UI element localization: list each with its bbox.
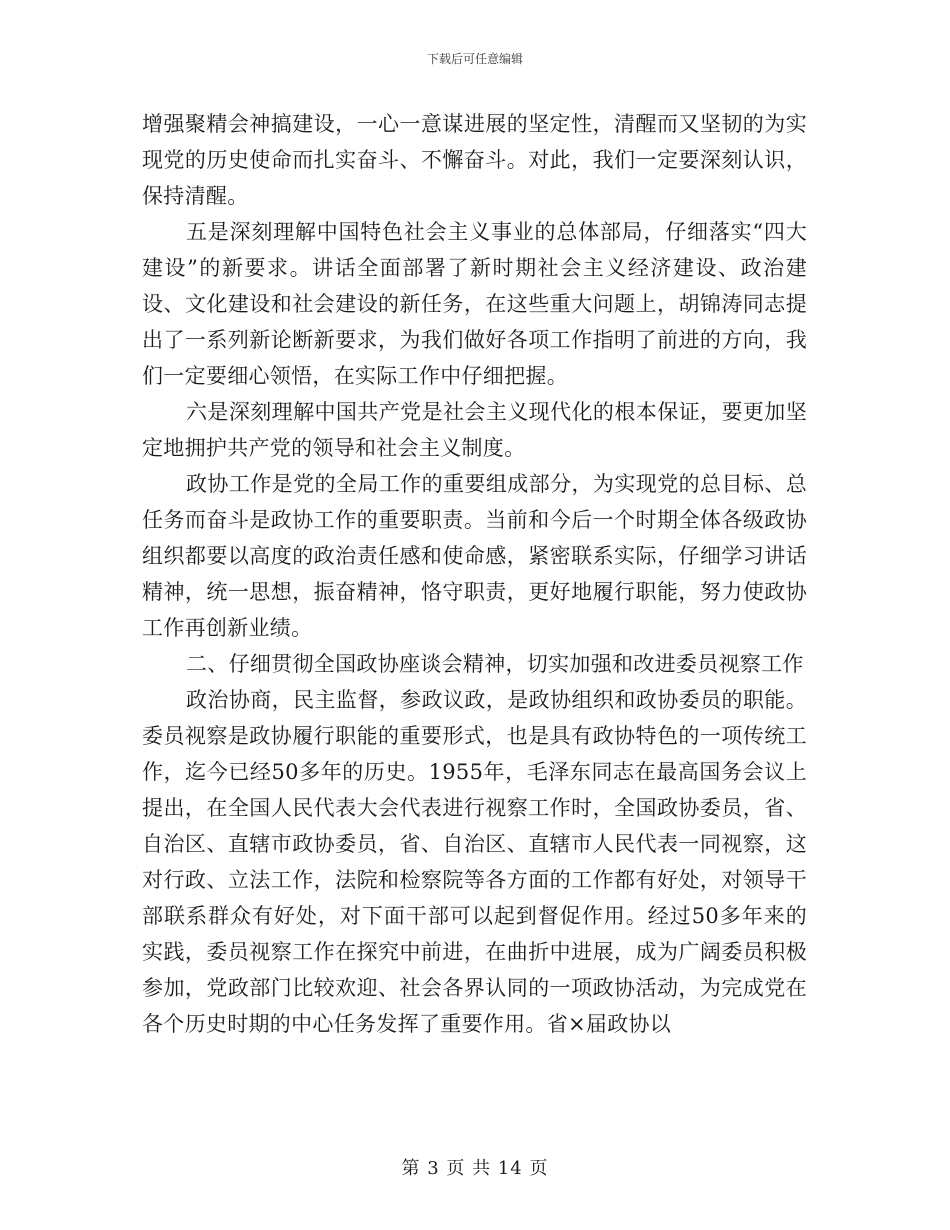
section-heading-two: 二、仔细贯彻全国政协座谈会精神，切实加强和改进委员视察工作 — [186, 652, 804, 676]
document-body — [142, 106, 807, 1042]
page-header: 下载后可任意编辑 — [426, 52, 523, 66]
paragraph-point-six: 六是深刻理解中国共产党是社会主义现代化的根本保证，要更加坚定地拥护共产党的领导和社会主义制度。 — [142, 400, 807, 460]
paragraph-point-five: 五是深刻理解中国特色社会主义事业的总体部局，仔细落实“四大建设”的新要求。讲话全面部署了新时期社会主义经济建设、政治建设、文化建设和社会建设的新任务，在这些重大问题上，胡锦涛同志提出了一系列新论断新要求，为我们做好各项工作指明了前进的方向，我们一定要细心领悟，在实际工作中仔细把握。 — [142, 220, 807, 388]
paragraph-inspection-work: 政治协商，民主监督，参政议政，是政协组织和政协委员的职能。委员视察是政协履行职能的重要形式，也是具有政协特色的一项传统工作，迄今已经50多年的历史。1955年，毛泽东同志在最高国务会议上提出，在全国人民代表大会代表进行视察工作时，全国政协委员，省、自治区、直辖市政协委员，省、自治区、直辖市人民代表一同视察，这对行政、立法工作，法院和检察院等各方面的工作都有好处，对领导干部联系群众有好处，对下面干部可以起到督促作用。经过50多年来的实践，委员视察工作在探究中前进，在曲折中进展，成为广阔委员积极参加，党政部门比较欢迎、社会各界认同的一项政协活动，为完成党在各个历史时期的中心任务发挥了重要作用。省×届政协以 — [142, 688, 807, 1036]
page-number: 第 3 页 共 14 页 — [401, 1158, 549, 1179]
paragraph-continuation: 增强聚精会神搞建设，一心一意谋进展的坚定性，清醒而又坚韧的为实现党的历史使命而扎实奋斗、不懈奋斗。对此，我们一定要深刻认识，保持清醒。 — [142, 112, 807, 208]
paragraph-cppcc-work: 政协工作是党的全局工作的重要组成部分，为实现党的总目标、总任务而奋斗是政协工作的重要职责。当前和今后一个时期全体各级政协组织都要以高度的政治责任感和使命感，紧密联系实际，仔细学习讲话精神，统一思想，振奋精神，恪守职责，更好地履行职能，努力使政协工作再创新业绩。 — [142, 472, 807, 640]
